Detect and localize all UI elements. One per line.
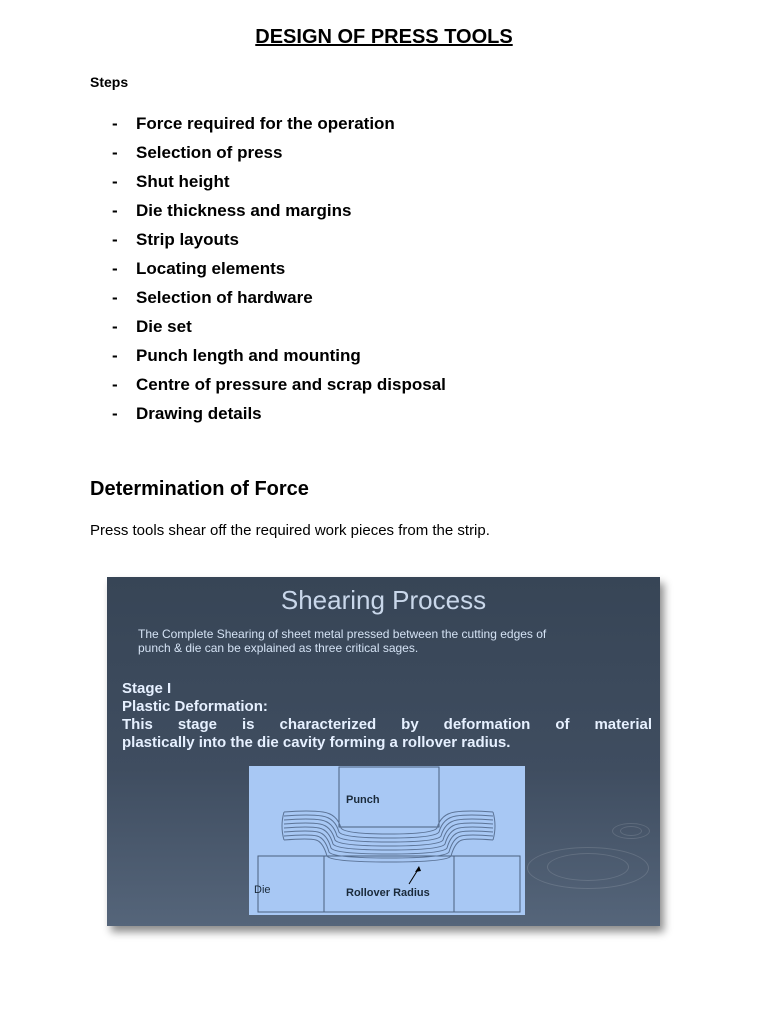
list-item [112,315,446,344]
step-label: Die set [136,317,192,336]
slide-title: Shearing Process [280,585,487,615]
ripple-decoration [547,853,629,881]
shearing-diagram [249,766,525,915]
list-item [112,228,446,257]
list-dash: - [112,288,118,307]
die-label: Die [254,884,271,896]
list-item [112,257,446,286]
list-item [112,402,446,431]
list-item [112,141,446,170]
list-item [112,112,446,141]
step-label: Force required for the operation [136,114,395,133]
step-label: Selection of press [136,143,283,162]
shearing-process-slide [107,577,660,926]
list-dash: - [112,230,118,249]
punch-label: Punch [346,794,380,806]
step-label: Shut height [136,172,230,191]
step-label: Drawing details [136,404,262,423]
list-dash: - [112,114,118,133]
list-item [112,170,446,199]
list-dash: - [112,375,118,394]
step-label: Selection of hardware [136,288,313,307]
slide-intro [138,627,648,655]
slide-body [122,680,652,752]
paragraph: Press tools shear off the required work pieces from the strip. [90,522,490,539]
slide-intro-line: punch & die can be explained as three critical sages. [138,641,419,655]
step-label: Die thickness and margins [136,201,352,220]
step-label: Centre of pressure and scrap disposal [136,375,446,394]
list-item [112,199,446,228]
list-dash: - [112,143,118,162]
list-dash: - [112,346,118,365]
steps-list [112,112,446,431]
list-item [112,373,446,402]
stage-name: Plastic Deformation: [122,698,268,715]
section-heading: Determination of Force [90,478,309,500]
die-cavity [324,856,454,912]
page-title: DESIGN OF PRESS TOOLS [255,26,513,48]
list-dash: - [112,201,118,220]
list-dash: - [112,317,118,336]
die-right-shape [454,856,520,912]
step-label: Strip layouts [136,230,239,249]
list-item [112,344,446,373]
list-dash: - [112,172,118,191]
stage-label: Stage I [122,680,172,697]
list-dash: - [112,259,118,278]
list-dash: - [112,404,118,423]
slide-intro-line: The Complete Shearing of sheet metal pressed between the cutting edges of [138,627,547,641]
steps-heading: Steps [90,74,129,90]
step-label: Locating elements [136,259,286,278]
ripple-decoration [620,826,642,836]
list-item [112,286,446,315]
rollover-radius-label: Rollover Radius [346,887,430,899]
step-label: Punch length and mounting [136,346,361,365]
stage-description-line: This stage is characterized by deformation of material [122,716,652,733]
stage-description-line: plastically into the die cavity forming a rollover radius. [122,734,511,751]
